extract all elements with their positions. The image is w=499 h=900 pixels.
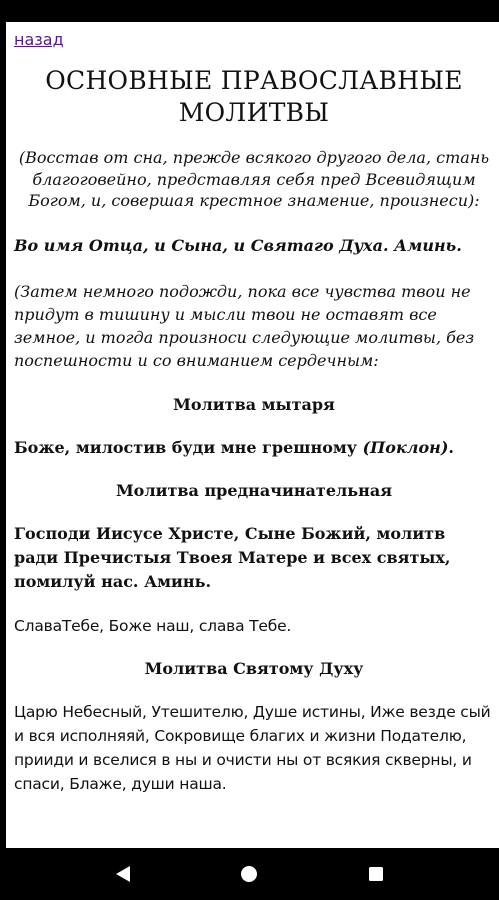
page-content[interactable] bbox=[6, 22, 499, 848]
system-navigation-bar bbox=[0, 848, 499, 900]
prayer-text-holy-spirit: Царю Небесный, Утешителю, Душе истины, Иже везде сый и вся исполняяй, Сокровище благих и жизни Подателю, прииди и вселися в ны и очисти ны от всякия скверны, и спаси, Блаже, души наша. bbox=[14, 702, 491, 793]
circle-home-icon bbox=[239, 864, 259, 884]
prayer-text-initial: Господи Иисусе Христе, Сыне Божий, молитв ради Пречистыя Твоея Матере и всех святых, помилуй нас. Аминь. bbox=[14, 523, 451, 591]
nav-recents-button[interactable] bbox=[356, 854, 396, 894]
nav-home-button[interactable] bbox=[229, 854, 269, 894]
back-link[interactable]: назад bbox=[14, 30, 64, 49]
status-bar bbox=[0, 0, 499, 22]
prayer-heading-holy-spirit: Молитва Святому Духу bbox=[144, 658, 364, 678]
square-recents-icon bbox=[367, 865, 385, 883]
invocation-text: Во имя Отца, и Сына, и Святаго Духа. Аминь. bbox=[14, 235, 462, 255]
bow-note: (Поклон) bbox=[362, 437, 449, 457]
nav-back-button[interactable] bbox=[103, 854, 143, 894]
prayer-text-publican-main: Боже, милостив буди мне грешному bbox=[14, 437, 363, 457]
triangle-back-icon bbox=[114, 864, 132, 884]
instruction-text: (Затем немного подожди, пока все чувства твои не придут в тишину и мысли твои не оставят все земное, и тогда произноси следующие молитвы, без поспешности и со вниманием сердечным: bbox=[14, 281, 475, 370]
glory-text: СлаваТебе, Боже наш, слава Тебе. bbox=[14, 616, 292, 635]
intro-text: (Восстав от сна, прежде всякого другого дела, стань благоговейно, представляя себя пред Всевидящим Богом, и, совершая крестное знамение, произнеси): bbox=[18, 148, 490, 210]
prayer-text-publican bbox=[14, 436, 494, 460]
prayer-text-publican-tail: . bbox=[448, 437, 454, 457]
prayer-heading-publican: Молитва мытаря bbox=[173, 394, 335, 414]
page-title: ОСНОВНЫЕ ПРАВОСЛАВНЫЕ МОЛИТВЫ bbox=[45, 66, 463, 127]
prayer-heading-initial: Молитва предначинательная bbox=[115, 480, 393, 500]
